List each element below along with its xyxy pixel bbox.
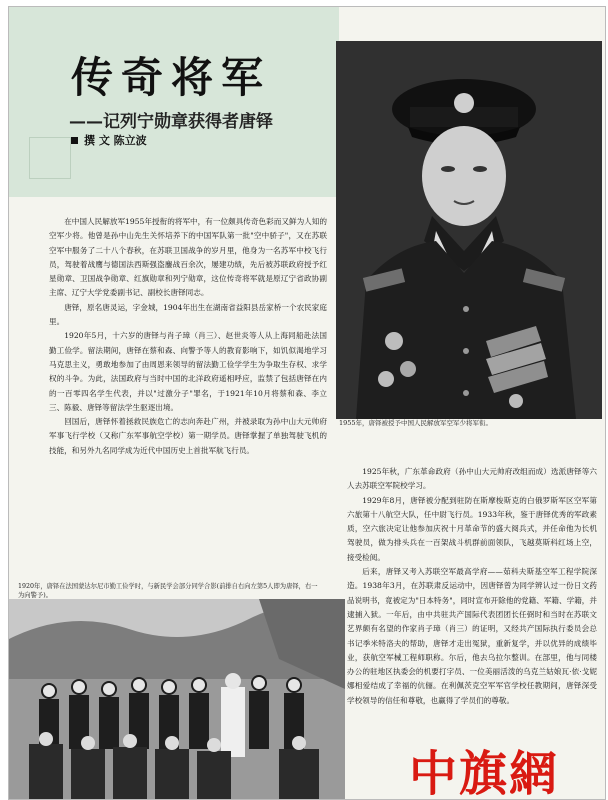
- watermark-logo: 中旗網: [409, 746, 560, 800]
- paragraph: 在中国人民解放军1955年授衔的将军中，有一位颇具传奇色彩而又鲜为人知的空军少将。他曾是孙中山先生关怀培养下的中国军队第一批"空中骄子"，又在苏联空军中服务了二十八个春秋，在苏联卫国战争的岁月里，他身为一名苏军中校飞行员，驾驶着战鹰与德国法西斯强盗鏖战百余次，屡建功绩，先后被苏联政府授予红星勋章、卫国战争勋章、红旗勋章和列宁勋章，这位传奇将军就是原辽宁省政协副主席、辽宁大学党委副书记、副校长唐铎同志。: [49, 217, 327, 298]
- paragraph: 1920年5月，十六岁的唐铎与肖子璋（肖三）、赵世炎等人从上海同船赴法国勤工俭学。留法期间，唐铎在蔡和森、向警予等人的教育影响下，如饥似渴地学习马克思主义，勇敢地参加了由周恩来领导的留法勤工俭学学生为争取生存权、求学权的斗争。为此，法国政府与当时中国的北洋政府遥相呼应，监禁了包括唐铎在内的一百零四名学生代表，并以"过激分子"罪名，于1921年10月将蔡和森、李立三、陈毅、唐铎等留法学生驱逐出境。: [49, 331, 327, 412]
- magazine-page: [8, 6, 606, 800]
- paragraph: 1925年秋，广东革命政府（孙中山大元帅府改组而成）选派唐铎等六人去苏联空军院校学习。: [347, 467, 597, 491]
- group-photo-caption: 1920年，唐铎在法国蒙达尔尼市勤工俭学时，与新民学会部分同学合影(前排自右向左第5人即为唐铎，右一为向警予)。: [18, 583, 318, 599]
- paragraph: 后来，唐铎又考入苏联空军最高学府——茹科夫斯基空军工程学院深造。1938年3月，在苏联肃反运动中，因唐铎曾为同学辨认过一份日文药品说明书，竟被定为"日本特务"，同时宣布开除他的党籍、军籍、学籍，并逮捕入狱。一年后，由中共驻共产国际代表团团长任弼时和当时在苏联文艺界颇有名望的作家肖子璋（肖三）的证明，又经共产国际执行委员会总书记季米特洛夫的帮助，唐铎才走出冤狱，重新复学，并以优异的成绩毕业，获航空军械工程师职称。尔后，他去乌拉尔整训。在部里，他与同楼办公的驻地区执委会的机要打字员、一位美丽活泼的乌克兰姑娘瓦·依·戈妮娜相爱结成了幸福的伉俪。在利佩茨克空军军官学校任教期间，唐铎深受学校领导的信任和尊敬，也赢得了学员们的尊敬。: [347, 567, 597, 705]
- paragraph: 回国后，唐铎怀着拯救民族危亡的志向奔赴广州，并被录取为孙中山大元帅府军事飞行学校（又称广东军事航空学校）第一期学员。唐铎掌握了单独驾驶飞机的技能，和另外九名同学成为近代中国历史上首批军航飞行员。: [49, 417, 327, 455]
- article-title: 传奇将军: [71, 53, 272, 102]
- paragraph: 唐铎，原名唐灵运，字金城，1904年出生在湖南省益阳县岳家桥一个农民家庭里。: [49, 302, 327, 327]
- group-photo: [9, 599, 345, 799]
- faded-background-mark: [29, 137, 71, 179]
- byline-text: 撰 文 陈立波: [84, 134, 147, 147]
- square-bullet-icon: [71, 137, 78, 144]
- byline: [71, 132, 147, 148]
- portrait-caption: 1955年，唐铎被授予中国人民解放军空军少将军衔。: [339, 419, 493, 427]
- general-portrait-photo: [336, 41, 602, 419]
- paragraph: 1929年8月，唐铎被分配到驻防在斯摩梭斯克的白俄罗斯军区空军第六旅第十八航空大队，任中尉飞行员。1933年秋，鉴于唐铎优秀的军政素质，空六旅决定让他参加庆祝十月革命节的盛大阅兵式，并任命他为长机驾驶员，做为排头兵在一百架战斗机群前面领队，飞越莫斯科红场上空，接受检阅。: [347, 495, 597, 562]
- article-body-right-column: [347, 465, 597, 708]
- article-subtitle: ——记列宁勋章获得者唐铎: [69, 112, 273, 132]
- article-body-left-column: [49, 215, 327, 458]
